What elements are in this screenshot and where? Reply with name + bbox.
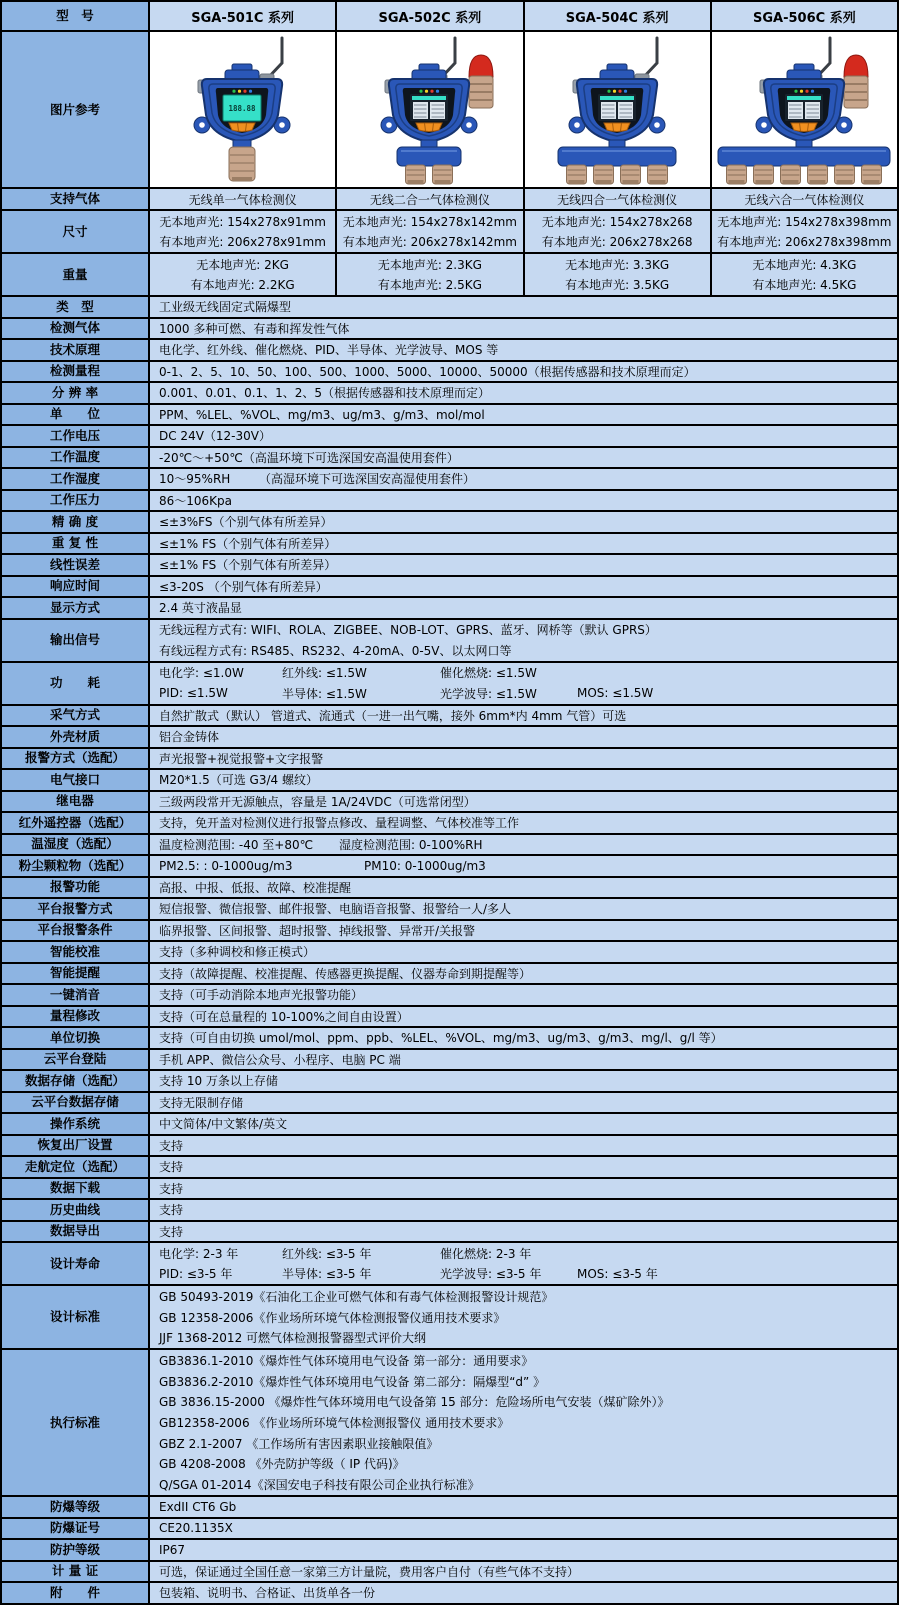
row-label: 走航定位（选配） [2, 1157, 148, 1177]
value-segment: 红外线: ≤1.5W [282, 666, 367, 681]
row-value [148, 405, 897, 425]
value-line: 无本地声光: 4.3KG [752, 258, 857, 272]
product-cell-sga-504c [523, 32, 710, 187]
row-label: 支持气体 [2, 189, 148, 209]
value-line: 无线单一气体检测仪 [188, 192, 297, 207]
row-label: 云平台数据存储 [2, 1093, 148, 1113]
row-value [148, 985, 897, 1005]
spec-row [2, 770, 897, 792]
spec-row [2, 964, 897, 986]
value-line: 无本地声光: 2.3KG [377, 258, 482, 272]
value-line: Q/SGA 01-2014《深国安电子科技有限公司企业执行标准》 [159, 1478, 480, 1493]
spec-row [2, 1583, 897, 1605]
value-line: 1000 多种可燃、有毒和挥发性气体 [159, 321, 350, 336]
value-line: 无本地声光: 154x278x398mm [717, 215, 892, 229]
row-value [148, 340, 897, 360]
value-segment: 催化燃烧: ≤1.5W [440, 666, 537, 681]
row-value [148, 856, 897, 876]
row-label: 操作系统 [2, 1114, 148, 1134]
value-line: 铝合金铸体 [159, 730, 220, 745]
row-value [148, 706, 897, 726]
value-line: 中文简体/中文繁体/英文 [159, 1117, 288, 1132]
row-label: 云平台登陆 [2, 1050, 148, 1070]
row-label: 红外遥控器（选配） [2, 813, 148, 833]
spec-row [2, 921, 897, 943]
value-line: 支持（可自由切换 umol/mol、ppm、ppb、%LEL、%VOL、mg/m3、ug/m3、g/m3、mg/l、g/l 等） [159, 1031, 723, 1046]
value-line: 支持（多种调校和修正模式） [159, 945, 316, 960]
row-value [148, 319, 897, 339]
value-line: 有本地声光: 3.5KG [565, 278, 670, 292]
row-value [148, 1007, 897, 1027]
value-segment: 光学波导: ≤1.5W [440, 686, 537, 701]
spec-row [2, 340, 897, 362]
value-line: 有本地声光: 206x278x91mm [159, 235, 326, 249]
spec-row [2, 598, 897, 620]
spec-row [2, 835, 897, 857]
value-segment: 催化燃烧: 2-3 年 [440, 1246, 532, 1261]
row-value [148, 577, 897, 597]
row-label: 附 件 [2, 1583, 148, 1603]
row-label: 工作压力 [2, 491, 148, 511]
value-line: 有本地声光: 206x278x398mm [717, 235, 892, 249]
row-label: 智能校准 [2, 942, 148, 962]
row-label: 电气接口 [2, 770, 148, 790]
row-value [335, 189, 522, 209]
row-value [148, 189, 335, 209]
spec-row [2, 878, 897, 900]
value-line: 0-1、2、5、10、50、100、500、1000、5000、10000、50000（根据传感器和技术原理而定） [159, 364, 696, 379]
spec-row [2, 663, 897, 706]
product-image-sga-501c [149, 33, 335, 186]
row-label: 计 量 证 [2, 1562, 148, 1582]
value-line: 手机 APP、微信公众号、小程序、电脑 PC 端 [159, 1052, 401, 1067]
product-image-sga-504c [524, 33, 710, 186]
value-line: 高报、中报、低报、故障、校准提醒 [159, 880, 352, 895]
row-value [523, 211, 710, 252]
value-line: 无本地声光: 3.3KG [565, 258, 670, 272]
value-line: IP67 [159, 1542, 186, 1557]
value-line: ExdII CT6 Gb [159, 1499, 237, 1514]
value-line: 有本地声光: 2.2KG [190, 278, 295, 292]
value-line: 自然扩散式（默认） 管道式、流通式（一进一出气嘴，接外 6mm*内 4mm 气管）可选 [159, 708, 627, 723]
row-value [148, 469, 897, 489]
row-value [148, 598, 897, 618]
product-image-sga-502c [336, 33, 522, 186]
row-label: 单 位 [2, 405, 148, 425]
value-line: 86～106Kpa [159, 493, 233, 508]
value-line: 支持 [159, 1160, 184, 1175]
row-value [148, 835, 897, 855]
value-line: 支持（可手动消除本地声光报警功能） [159, 988, 364, 1003]
row-value [148, 1028, 897, 1048]
row-label: 响应时间 [2, 577, 148, 597]
value-line: 支持 10 万条以上存储 [159, 1074, 278, 1089]
value-segment: 半导体: ≤1.5W [282, 686, 367, 701]
row-value [148, 1562, 897, 1582]
row-label: 继电器 [2, 792, 148, 812]
value-segment: 红外线: ≤3-5 年 [282, 1246, 372, 1261]
row-label: 工作湿度 [2, 469, 148, 489]
spec-row [2, 856, 897, 878]
spec-row [2, 899, 897, 921]
spec-row [2, 1050, 897, 1072]
value-segment: PM10: 0-1000ug/m3 [364, 858, 486, 873]
spec-row [2, 534, 897, 556]
value-line: 工业级无线固定式隔爆型 [159, 300, 292, 315]
spec-row [2, 405, 897, 427]
spec-row [2, 1540, 897, 1562]
row-value [148, 448, 897, 468]
row-label: 数据存储（选配） [2, 1071, 148, 1091]
value-line: M20*1.5（可选 G3/4 螺纹） [159, 773, 318, 788]
value-line: 支持，免开盖对检测仪进行报警点修改、量程调整、气体校准等工作 [159, 816, 520, 831]
row-value [148, 1497, 897, 1517]
value-line [150, 1243, 531, 1264]
spec-row [2, 555, 897, 577]
row-label: 防爆等级 [2, 1497, 148, 1517]
spec-row [2, 297, 897, 319]
row-label: 智能提醒 [2, 964, 148, 984]
spec-row [2, 512, 897, 534]
value-line: -20℃～+50℃（高温环境下可选深国安高温使用套件） [159, 450, 459, 465]
value-line: 支持无限制存储 [159, 1095, 244, 1110]
value-segment: PM2.5: : 0-1000ug/m3 [159, 858, 293, 873]
value-line: 电化学、红外线、催化燃烧、PID、半导体、光学波导、MOS 等 [159, 343, 499, 358]
value-line: GB3836.2-2010《爆炸性气体环境用电气设备 第二部分：隔爆型“d” 》 [159, 1374, 546, 1389]
row-value [148, 383, 897, 403]
value-segment: 电化学: 2-3 年 [159, 1246, 239, 1261]
row-label: 粉尘颗粒物（选配） [2, 856, 148, 876]
row-label: 平台报警方式 [2, 899, 148, 919]
spec-row [2, 211, 897, 254]
spec-row [2, 1243, 897, 1286]
value-line: 无本地声光: 154x278x142mm [342, 215, 517, 229]
value-line: 无线远程方式有: WIFI、ROLA、ZIGBEE、NOB-LOT、GPRS、蓝牙、网桥等（默认 GPRS） [159, 623, 657, 638]
row-value [335, 254, 522, 295]
value-line: 无线六合一气体检测仪 [744, 192, 865, 207]
value-line: 2.4 英寸液晶显 [159, 601, 242, 616]
spec-row [2, 813, 897, 835]
value-line [150, 835, 483, 855]
value-line: 短信报警、微信报警、邮件报警、电脑语音报警、报警给一人/多人 [159, 902, 512, 917]
row-value [148, 899, 897, 919]
row-label: 工作电压 [2, 426, 148, 446]
value-segment: 电化学: ≤1.0W [159, 666, 244, 681]
spec-row [2, 383, 897, 405]
value-line: CE20.1135X [159, 1521, 233, 1536]
row-value [148, 1050, 897, 1070]
value-line: 包装箱、说明书、合格证、出货单各一份 [159, 1586, 376, 1601]
row-label: 温湿度（选配） [2, 835, 148, 855]
spec-row [2, 1350, 897, 1497]
value-line [150, 663, 537, 684]
spec-row [2, 189, 897, 211]
spec-row [2, 491, 897, 513]
image-row [2, 32, 897, 189]
row-value [710, 254, 897, 295]
row-value [148, 211, 335, 252]
value-line: GB12358-2006 《作业场所环境气体检测报警仪 通用技术要求》 [159, 1416, 510, 1430]
row-label: 平台报警条件 [2, 921, 148, 941]
row-label: 历史曲线 [2, 1200, 148, 1220]
row-value [148, 942, 897, 962]
row-label: 技术原理 [2, 340, 148, 360]
row-value [148, 1583, 897, 1603]
row-label: 检测气体 [2, 319, 148, 339]
row-value [148, 792, 897, 812]
value-line: 支持 [159, 1203, 184, 1218]
spec-row [2, 254, 897, 297]
value-line: 0.001、0.01、0.1、1、2、5（根据传感器和技术原理而定） [159, 386, 491, 401]
row-label: 防护等级 [2, 1540, 148, 1560]
row-value [148, 1540, 897, 1560]
value-line: 支持（故障提醒、校准提醒、传感器更换提醒、仪器寿命到期提醒等） [159, 966, 532, 981]
value-line: ≤±3%FS（个别气体有所差异） [159, 515, 333, 530]
spec-row [2, 749, 897, 771]
row-label: 输出信号 [2, 620, 148, 661]
value-line: 声光报警+视觉报警+文字报警 [159, 751, 324, 766]
row-value [148, 426, 897, 446]
row-label: 重 复 性 [2, 534, 148, 554]
row-value [148, 1286, 897, 1348]
row-value [335, 211, 522, 252]
value-line: GB3836.1-2010《爆炸性气体环境用电气设备 第一部分：通用要求》 [159, 1353, 534, 1368]
row-label: 数据下载 [2, 1179, 148, 1199]
header-label: 型 号 [2, 2, 148, 30]
row-value [148, 620, 897, 661]
value-line: GB 3836.15-2000 《爆炸性气体环境用电气设备第 15 部分：危险场所电气安装（煤矿除外）》 [159, 1395, 670, 1410]
row-value [148, 1071, 897, 1091]
product-cell-sga-502c [335, 32, 522, 187]
row-label: 功 耗 [2, 663, 148, 704]
value-line: 支持 [159, 1181, 184, 1196]
spec-row [2, 469, 897, 491]
spec-row [2, 792, 897, 814]
row-label: 一键消音 [2, 985, 148, 1005]
row-value [148, 1200, 897, 1220]
row-value [148, 770, 897, 790]
row-label: 防爆证号 [2, 1519, 148, 1539]
model-header: SGA-504C 系列 [523, 2, 710, 30]
spec-row [2, 1028, 897, 1050]
spec-row [2, 1222, 897, 1244]
product-image-sga-506c [711, 33, 897, 186]
row-label: 显示方式 [2, 598, 148, 618]
value-line: 可选，保证通过全国任意一家第三方计量院，费用客户自付（有些气体不支持） [159, 1564, 580, 1579]
row-value [148, 663, 897, 704]
svg-text:188.88: 188.88 [228, 104, 256, 113]
value-line: 三级两段常开无源触点，容量是 1A/24VDC（可选常闭型） [159, 794, 476, 809]
value-line: 无线四合一气体检测仪 [557, 192, 678, 207]
model-header: SGA-506C 系列 [710, 2, 897, 30]
row-value [148, 362, 897, 382]
value-line: 支持 [159, 1138, 184, 1153]
value-line: 有本地声光: 2.5KG [377, 278, 482, 292]
row-label: 量程修改 [2, 1007, 148, 1027]
product-cell-sga-501c [148, 32, 335, 187]
rows-container [2, 189, 897, 1605]
row-value [148, 512, 897, 532]
value-line: 有本地声光: 206x278x142mm [342, 235, 517, 249]
image-row-label: 图片参考 [2, 32, 148, 187]
spec-row [2, 1157, 897, 1179]
spec-row [2, 1093, 897, 1115]
row-label: 检测量程 [2, 362, 148, 382]
spec-row [2, 727, 897, 749]
row-value [148, 254, 335, 295]
row-value [148, 1243, 897, 1284]
row-value [148, 555, 897, 575]
row-value [148, 921, 897, 941]
value-segment: 光学波导: ≤3-5 年 [440, 1267, 542, 1282]
value-segment: 湿度检测范围: 0-100%RH [339, 837, 483, 852]
row-label: 数据导出 [2, 1222, 148, 1242]
value-line [150, 856, 486, 876]
row-value [148, 1350, 897, 1495]
product-cell-sga-506c [710, 32, 897, 187]
row-value [148, 1114, 897, 1134]
spec-row [2, 985, 897, 1007]
value-segment: MOS: ≤3-5 年 [577, 1267, 658, 1282]
value-segment: 温度检测范围: -40 至+80℃ [159, 837, 314, 852]
value-line: 无本地声光: 154x278x268 [541, 215, 693, 229]
value-line: ≤±1% FS（个别气体有所差异） [159, 558, 337, 573]
row-value [710, 211, 897, 252]
spec-row [2, 1136, 897, 1158]
row-value [148, 727, 897, 747]
value-line: ≤±1% FS（个别气体有所差异） [159, 536, 337, 551]
row-label: 线性误差 [2, 555, 148, 575]
row-value [148, 1157, 897, 1177]
value-line: GBZ 2.1-2007 《工作场所有害因素职业接触限值》 [159, 1436, 439, 1451]
spec-row [2, 1562, 897, 1584]
row-label: 外壳材质 [2, 727, 148, 747]
spec-row [2, 1071, 897, 1093]
row-label: 单位切换 [2, 1028, 148, 1048]
model-header: SGA-501C 系列 [148, 2, 335, 30]
row-value [148, 1222, 897, 1242]
row-label: 设计标准 [2, 1286, 148, 1348]
value-line: DC 24V（12-30V） [159, 429, 271, 444]
row-value [148, 1093, 897, 1113]
value-line: 支持（可在总量程的 10-100%之间自由设置） [159, 1009, 409, 1024]
value-line [150, 469, 475, 489]
spec-row [2, 1497, 897, 1519]
spec-row [2, 426, 897, 448]
spec-row [2, 1286, 897, 1350]
row-value [148, 491, 897, 511]
value-line: 无本地声光: 154x278x91mm [159, 215, 326, 229]
value-segment: （高湿环境下可选深国安高湿使用套件） [259, 472, 476, 487]
row-value [148, 297, 897, 317]
row-label: 报警功能 [2, 878, 148, 898]
value-segment: PID: ≤1.5W [159, 686, 228, 701]
value-line: 临界报警、区间报警、超时报警、掉线报警、异常开/关报警 [159, 923, 476, 938]
value-line: JJF 1368-2012 可燃气体检测报警器型式评价大纲 [159, 1331, 427, 1346]
value-line [150, 1264, 658, 1285]
value-line: GB 4208-2008 《外壳防护等级（ IP 代码)》 [159, 1457, 405, 1472]
spec-row [2, 319, 897, 341]
row-value [523, 254, 710, 295]
row-value [148, 1179, 897, 1199]
value-segment: 半导体: ≤3-5 年 [282, 1267, 372, 1282]
spec-row [2, 1114, 897, 1136]
value-segment: PID: ≤3-5 年 [159, 1267, 233, 1282]
value-line: GB 50493-2019《石油化工企业可燃气体和有毒气体检测报警设计规范》 [159, 1289, 554, 1304]
spec-row [2, 706, 897, 728]
value-line: 无本地声光: 2KG [196, 258, 289, 272]
row-label: 恢复出厂设置 [2, 1136, 148, 1156]
row-label: 精 确 度 [2, 512, 148, 532]
row-value [148, 813, 897, 833]
row-label: 分 辨 率 [2, 383, 148, 403]
row-label: 重量 [2, 254, 148, 295]
spec-row [2, 1200, 897, 1222]
value-line: 有本地声光: 4.5KG [752, 278, 857, 292]
row-value [148, 534, 897, 554]
value-line [150, 683, 653, 704]
row-label: 执行标准 [2, 1350, 148, 1495]
spec-row [2, 1007, 897, 1029]
row-label: 工作温度 [2, 448, 148, 468]
value-line: 支持 [159, 1224, 184, 1239]
row-value [523, 189, 710, 209]
spec-row [2, 448, 897, 470]
value-line: GB 12358-2006《作业场所环境气体检测报警仪通用技术要求》 [159, 1310, 506, 1325]
value-line: 无线二合一气体检测仪 [369, 192, 490, 207]
model-header: SGA-502C 系列 [335, 2, 522, 30]
row-label: 设计寿命 [2, 1243, 148, 1284]
row-value [148, 1136, 897, 1156]
row-value [148, 1519, 897, 1539]
row-value [148, 964, 897, 984]
row-value [148, 749, 897, 769]
row-label: 类 型 [2, 297, 148, 317]
spec-row [2, 577, 897, 599]
value-segment: 10～95%RH [159, 472, 231, 487]
spec-row [2, 362, 897, 384]
spec-row [2, 1519, 897, 1541]
row-value [710, 189, 897, 209]
row-label: 报警方式（选配） [2, 749, 148, 769]
header-row [2, 2, 897, 32]
value-line: PPM、%LEL、%VOL、mg/m3、ug/m3、g/m3、mol/mol [159, 407, 485, 422]
spec-row [2, 1179, 897, 1201]
value-line: 有线远程方式有: RS485、RS232、4-20mA、0-5V、以太网口等 [159, 643, 512, 658]
row-label: 尺寸 [2, 211, 148, 252]
spec-row [2, 620, 897, 663]
value-segment: MOS: ≤1.5W [577, 686, 654, 701]
value-line: ≤3-20S （个别气体有所差异） [159, 579, 328, 594]
row-label: 采气方式 [2, 706, 148, 726]
row-value [148, 878, 897, 898]
spec-row [2, 942, 897, 964]
value-line: 有本地声光: 206x278x268 [541, 235, 693, 249]
